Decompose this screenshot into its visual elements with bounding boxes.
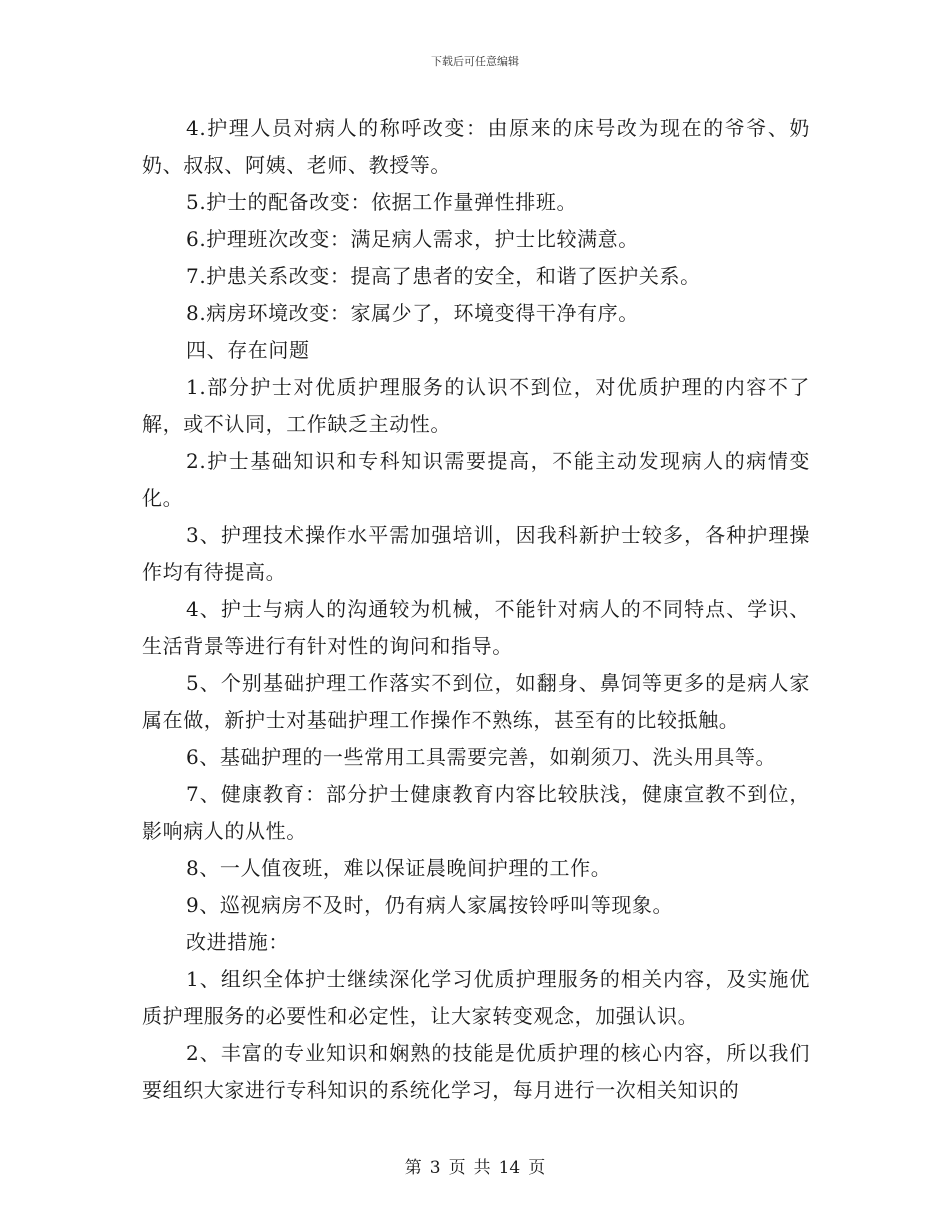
page-footer bbox=[0, 1153, 950, 1178]
paragraph: 4、护士与病人的沟通较为机械，不能针对病人的不同特点、学识、生活背景等进行有针对性的询问和指导。 bbox=[142, 597, 810, 658]
paragraph: 9、巡视病房不及时，仍有病人家属按铃呼叫等现象。 bbox=[186, 893, 674, 917]
paragraph: 4.护理人员对病人的称呼改变：由原来的床号改为现在的爷爷、奶奶、叔叔、阿姨、老师、教授等。 bbox=[142, 116, 810, 177]
paragraph: 3、护理技术操作水平需加强培训，因我科新护士较多，各种护理操作均有待提高。 bbox=[142, 523, 810, 584]
paragraph: 2.护士基础知识和专科知识需要提高，不能主动发现病人的病情变化。 bbox=[142, 449, 810, 510]
section-heading: 四、存在问题 bbox=[186, 338, 310, 362]
footer-prefix: 第 bbox=[404, 1158, 422, 1178]
total-pages-number: 14 bbox=[498, 1158, 521, 1178]
document-body bbox=[142, 110, 810, 1109]
paragraph: 8.病房环境改变：家属少了，环境变得干净有序。 bbox=[186, 301, 639, 325]
current-page-number: 3 bbox=[429, 1158, 441, 1178]
footer-suffix: 页 bbox=[528, 1158, 546, 1178]
paragraph: 1、组织全体护士继续深化学习优质护理服务的相关内容，及实施优质护理服务的必要性和必定性，让大家转变观念，加强认识。 bbox=[142, 967, 810, 1028]
paragraph: 1.部分护士对优质护理服务的认识不到位，对优质护理的内容不了解，或不认同，工作缺乏主动性。 bbox=[142, 375, 810, 436]
paragraph: 6、基础护理的一些常用工具需要完善，如剃须刀、洗头用具等。 bbox=[186, 745, 777, 769]
footer-total-word: 共 bbox=[473, 1158, 491, 1178]
paragraph: 8、一人值夜班，难以保证晨晚间护理的工作。 bbox=[186, 856, 612, 880]
header-note: 下载后可任意编辑 bbox=[431, 55, 519, 68]
paragraph: 2、丰富的专业知识和娴熟的技能是优质护理的核心内容，所以我们要组织大家进行专科知识的系统化学习，每月进行一次相关知识的 bbox=[142, 1041, 810, 1102]
paragraph: 5.护士的配备改变：依据工作量弹性排班。 bbox=[186, 190, 578, 214]
paragraph: 7、健康教育：部分护士健康教育内容比较肤浅，健康宣教不到位，影响病人的从性。 bbox=[142, 782, 810, 843]
paragraph: 7.护患关系改变：提高了患者的安全，和谐了医护关系。 bbox=[186, 264, 701, 288]
section-heading: 改进措施： bbox=[186, 930, 289, 954]
footer-page-word: 页 bbox=[448, 1158, 466, 1178]
paragraph: 6.护理班次改变：满足病人需求，护士比较满意。 bbox=[186, 227, 639, 251]
paragraph: 5、个别基础护理工作落实不到位，如翻身、鼻饲等更多的是病人家属在做，新护士对基础护理工作操作不熟练，甚至有的比较抵触。 bbox=[142, 671, 810, 732]
